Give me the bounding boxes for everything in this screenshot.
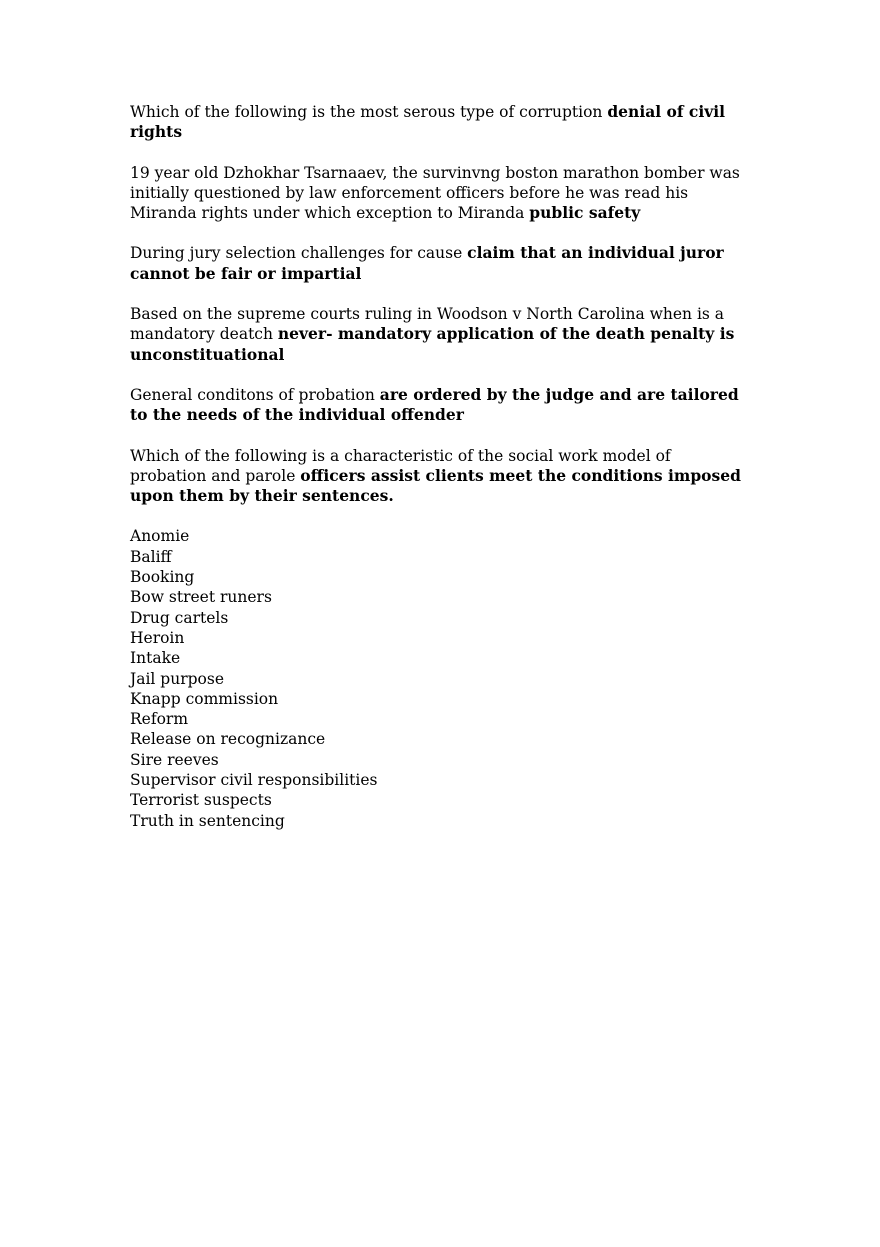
qa-item-3 [130, 243, 750, 284]
list-item: Truth in sentencing [130, 811, 285, 830]
list-item: Knapp commission [130, 689, 279, 708]
answer-text: are ordered by the judge and are tailored to the needs of the individual offender [130, 384, 739, 425]
answer-text: claim that an individual juror cannot be fair or impartial [130, 243, 724, 283]
list-item: Intake [130, 649, 181, 668]
list-item: Sire reeves [130, 750, 219, 769]
list-item: Heroin [130, 628, 185, 647]
answer-text: officers assist clients meet the conditions imposed upon them by their sentences. [130, 465, 741, 506]
list-item: Bow street runers [130, 588, 272, 607]
question-text: General conditons of probation [130, 385, 380, 404]
qa-item-4 [130, 304, 750, 365]
question-text: During jury selection challenges for cause [130, 244, 468, 263]
qa-item-5 [130, 385, 750, 426]
list-item: Booking [130, 568, 195, 587]
qa-item-6 [130, 446, 750, 507]
list-item: Supervisor civil responsibilities [130, 771, 378, 790]
answer-text: denial of civil rights [130, 102, 726, 142]
list-item: Anomie [130, 527, 190, 546]
list-item: Jail purpose [130, 669, 224, 688]
question-text: Which of the following is the most serous type of corruption [130, 103, 608, 121]
question-text: Based on the supreme courts ruling in Woodson v North Carolina when is a mandatory deatch [130, 305, 725, 344]
list-item: Release on recognizance [130, 730, 326, 749]
question-text: Which of the following is a characteristic of the social work model of probation and parole [130, 446, 671, 485]
question-text: 19 year old Dzhokhar Tsarnaaev, the survinvng boston marathon bomber was initially questioned by law enforcement officers before he was read his Miranda rights under which exception to Miranda [130, 163, 740, 223]
answer-text: public safety [529, 203, 641, 223]
qa-item-2 [130, 163, 750, 224]
qa-item-1 [130, 102, 750, 143]
document-page [130, 102, 750, 831]
list-item: Baliff [130, 547, 172, 566]
answer-text: never- mandatory application of the death penalty is unconstituational [130, 324, 735, 364]
term-list [130, 526, 750, 830]
list-item: Reform [130, 710, 189, 729]
list-item: Terrorist suspects [130, 791, 272, 810]
list-item: Drug cartels [130, 608, 229, 627]
